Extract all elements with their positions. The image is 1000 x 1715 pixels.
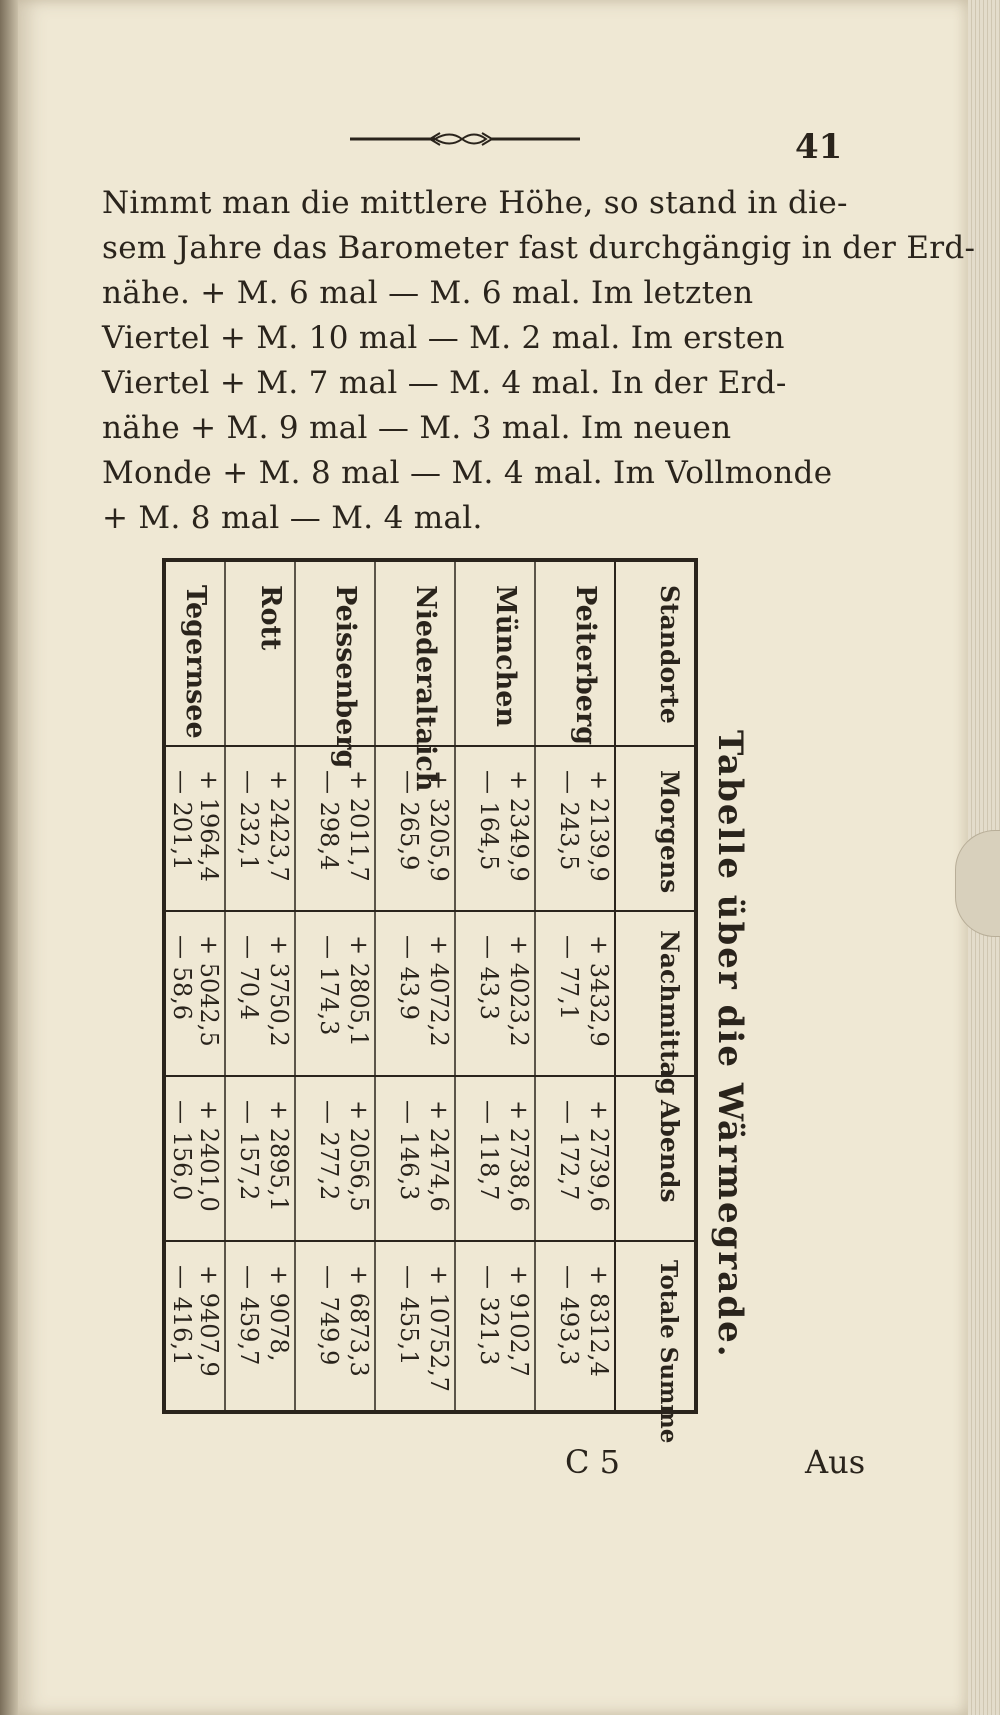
evening-plus: + 2895,1 [265, 1100, 293, 1212]
header-station: Standorte [655, 585, 684, 724]
morning-minus: — 164,5 [475, 770, 503, 871]
table-title: Tabelle über die Wärmegrade. [710, 730, 750, 1359]
afternoon-minus: — 174,3 [315, 935, 343, 1036]
evening-plus: + 2738,6 [505, 1100, 533, 1212]
station-name: Peiterberg [570, 585, 601, 746]
station-name: Peissenberg [330, 585, 361, 769]
paragraph-line: + M. 8 mal — M. 4 mal. [102, 500, 483, 536]
morning-plus: + 2011,7 [345, 770, 373, 882]
morning-minus: — 298,4 [315, 770, 343, 871]
total-plus: + 9102,7 [505, 1265, 533, 1377]
header-morning: Morgens [655, 770, 684, 894]
total-minus: — 416,1 [168, 1265, 196, 1366]
evening-plus: + 2401,0 [195, 1100, 223, 1212]
header-afternoon: Nachmittag [655, 930, 684, 1096]
evening-minus: — 277,2 [315, 1100, 343, 1201]
paragraph-line: Viertel + M. 10 mal — M. 2 mal. Im ersten [102, 320, 785, 356]
station-name: Rott [255, 585, 286, 651]
afternoon-minus: — 70,4 [235, 935, 263, 1021]
total-minus: — 749,9 [315, 1265, 343, 1366]
afternoon-minus: — 58,6 [168, 935, 196, 1021]
afternoon-minus: — 77,1 [555, 935, 583, 1021]
station-name: Tegernsee [180, 585, 211, 739]
evening-plus: + 2739,6 [585, 1100, 613, 1212]
morning-plus: + 2423,7 [265, 770, 293, 882]
evening-minus: — 172,7 [555, 1100, 583, 1201]
evening-minus: — 146,3 [395, 1100, 423, 1201]
header-total: Totale Summe [655, 1260, 682, 1444]
morning-minus: — 201,1 [168, 770, 196, 871]
total-plus: + 8312,4 [585, 1265, 613, 1377]
station-name: München [490, 585, 521, 728]
total-plus: + 10752,7 [425, 1265, 453, 1392]
signature-mark: C 5 [565, 1443, 621, 1481]
paragraph-line: Nimmt man die mittlere Höhe, so stand in die- [102, 185, 848, 221]
paragraph-line: nähe. + M. 6 mal — M. 6 mal. Im letzten [102, 275, 754, 311]
afternoon-plus: + 4072,2 [425, 935, 453, 1047]
evening-plus: + 2056,5 [345, 1100, 373, 1212]
total-plus: + 6873,3 [345, 1265, 373, 1377]
header-evening: Abends [655, 1100, 684, 1203]
morning-plus: + 3205,9 [425, 770, 453, 882]
catchword: Aus [805, 1443, 866, 1481]
morning-minus: — 243,5 [555, 770, 583, 871]
afternoon-minus: — 43,3 [475, 935, 503, 1021]
ornament-divider [350, 128, 580, 150]
morning-plus: + 2139,9 [585, 770, 613, 882]
afternoon-plus: + 4023,2 [505, 935, 533, 1047]
morning-minus: — 232,1 [235, 770, 263, 871]
total-minus: — 459,7 [235, 1265, 263, 1366]
station-name: Niederaltaich [410, 585, 441, 792]
total-minus: — 321,3 [475, 1265, 503, 1366]
gutter-shadow [0, 0, 18, 1715]
afternoon-plus: + 3750,2 [265, 935, 293, 1047]
total-plus: + 9078, [265, 1265, 293, 1362]
total-plus: + 9407,9 [195, 1265, 223, 1377]
evening-minus: — 118,7 [475, 1100, 503, 1201]
paragraph-line: Monde + M. 8 mal — M. 4 mal. Im Vollmonde [102, 455, 833, 491]
evening-minus: — 156,0 [168, 1100, 196, 1201]
total-minus: — 493,3 [555, 1265, 583, 1366]
evening-plus: + 2474,6 [425, 1100, 453, 1212]
paragraph-line: sem Jahre das Barometer fast durchgängig in der Erd- [102, 230, 976, 266]
afternoon-plus: + 5042,5 [195, 935, 223, 1047]
evening-minus: — 157,2 [235, 1100, 263, 1201]
afternoon-plus: + 3432,9 [585, 935, 613, 1047]
paragraph-line: nähe + M. 9 mal — M. 3 mal. Im neuen [102, 410, 732, 446]
paragraph-line: Viertel + M. 7 mal — M. 4 mal. In der Erd- [102, 365, 787, 401]
morning-plus: + 1964,4 [195, 770, 223, 882]
afternoon-plus: + 2805,1 [345, 935, 373, 1047]
morning-plus: + 2349,9 [505, 770, 533, 882]
total-minus: — 455,1 [395, 1265, 423, 1366]
afternoon-minus: — 43,9 [395, 935, 423, 1021]
morning-minus: — 265,9 [395, 770, 423, 871]
page-number: 41 [795, 127, 843, 167]
